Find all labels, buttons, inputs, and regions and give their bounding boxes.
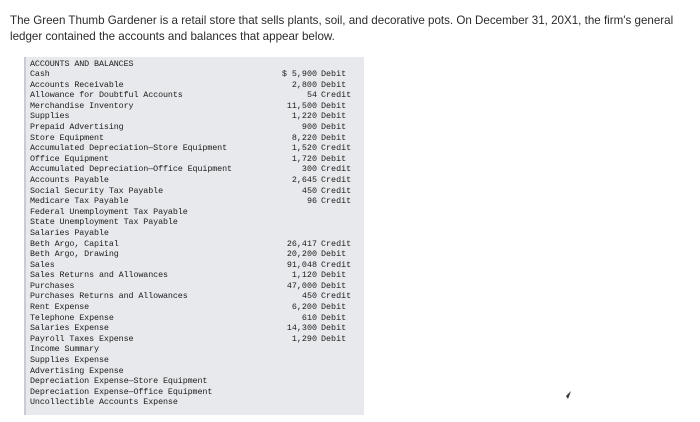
account-balance-side: Debit bbox=[321, 132, 347, 143]
account-balance-side: Debit bbox=[321, 153, 347, 164]
account-name: State Unemployment Tax Payable bbox=[30, 217, 178, 228]
table-row bbox=[26, 154, 364, 165]
account-amount: 47,000 bbox=[286, 280, 317, 291]
account-name: Federal Unemployment Tax Payable bbox=[30, 206, 188, 217]
table-row bbox=[26, 90, 364, 101]
table-row bbox=[26, 175, 364, 186]
account-name: Rent Expense bbox=[30, 302, 90, 313]
account-amount: 96 bbox=[306, 196, 317, 207]
account-balance-side: Debit bbox=[321, 333, 347, 344]
accounts-and-balances-table bbox=[24, 57, 364, 415]
table-row bbox=[26, 376, 364, 387]
account-amount: 54 bbox=[306, 90, 317, 101]
table-row bbox=[26, 281, 364, 292]
account-balance-side: Credit bbox=[321, 174, 352, 185]
table-row bbox=[26, 344, 364, 355]
account-rows bbox=[26, 69, 364, 408]
table-row bbox=[26, 334, 364, 345]
account-amount: 300 bbox=[301, 164, 317, 175]
account-balance-side: Credit bbox=[321, 291, 352, 302]
account-name: Social Security Tax Payable bbox=[30, 185, 163, 196]
table-row bbox=[26, 111, 364, 122]
table-row bbox=[26, 164, 364, 175]
account-amount: $ 5,900 bbox=[281, 69, 317, 79]
account-amount: 1,520 bbox=[291, 143, 317, 154]
table-row bbox=[26, 397, 364, 408]
account-amount: 8,220 bbox=[291, 132, 317, 143]
table-row bbox=[26, 387, 364, 398]
table-row bbox=[26, 313, 364, 324]
table-row bbox=[26, 207, 364, 218]
account-balance-side: Credit bbox=[321, 90, 352, 101]
table-row bbox=[26, 80, 364, 91]
mouse-cursor-icon bbox=[562, 390, 572, 400]
account-amount: 1,290 bbox=[291, 333, 317, 344]
table-row bbox=[26, 143, 364, 154]
account-amount: 1,220 bbox=[291, 111, 317, 122]
account-balance-side: Credit bbox=[321, 259, 352, 270]
account-amount: 450 bbox=[301, 185, 317, 196]
account-name: Salaries Expense bbox=[30, 323, 109, 334]
account-name: Sales Returns and Allowances bbox=[30, 270, 168, 281]
account-name: Advertising Expense bbox=[30, 365, 124, 376]
table-row bbox=[26, 355, 364, 366]
account-name: Payroll Taxes Expense bbox=[30, 333, 134, 344]
account-name: Cash bbox=[30, 69, 50, 79]
account-amount: 1,720 bbox=[291, 153, 317, 164]
account-balance-side: Credit bbox=[321, 143, 352, 154]
table-row bbox=[26, 186, 364, 197]
account-balance-side: Debit bbox=[321, 111, 347, 122]
account-amount: 26,417 bbox=[286, 238, 317, 249]
account-balance-side: Debit bbox=[321, 249, 347, 260]
account-name: Supplies bbox=[30, 111, 70, 122]
account-name: Telephone Expense bbox=[30, 312, 114, 323]
account-name: Merchandise Inventory bbox=[30, 100, 134, 111]
table-row bbox=[26, 133, 364, 144]
table-row bbox=[26, 122, 364, 133]
table-row bbox=[26, 260, 364, 271]
account-name: Salaries Payable bbox=[30, 227, 109, 238]
account-balance-side: Debit bbox=[321, 100, 347, 111]
account-name: Beth Argo, Drawing bbox=[30, 249, 119, 260]
account-name: Supplies Expense bbox=[30, 355, 109, 366]
account-name: Purchases Returns and Allowances bbox=[30, 291, 188, 302]
account-name: Income Summary bbox=[30, 344, 99, 355]
account-balance-side: Debit bbox=[321, 270, 347, 281]
account-balance-side: Debit bbox=[321, 280, 347, 291]
account-name: Office Equipment bbox=[30, 153, 109, 164]
account-balance-side: Debit bbox=[321, 69, 347, 79]
table-row bbox=[26, 69, 364, 80]
account-balance-side: Debit bbox=[321, 79, 347, 90]
account-balance-side: Credit bbox=[321, 196, 352, 207]
account-name: Accumulated Depreciation—Store Equipment bbox=[30, 143, 228, 154]
account-name: Store Equipment bbox=[30, 132, 104, 143]
table-row bbox=[26, 366, 364, 377]
account-name: Beth Argo, Capital bbox=[30, 238, 119, 249]
account-balance-side: Credit bbox=[321, 164, 352, 175]
account-name: Allowance for Doubtful Accounts bbox=[30, 90, 183, 101]
table-row bbox=[26, 270, 364, 281]
account-amount: 2,800 bbox=[291, 79, 317, 90]
account-name: Medicare Tax Payable bbox=[30, 196, 129, 207]
account-amount: 6,200 bbox=[291, 302, 317, 313]
table-row bbox=[26, 239, 364, 250]
account-amount: 20,200 bbox=[286, 249, 317, 260]
account-name: Depreciation Expense—Store Equipment bbox=[30, 376, 208, 387]
account-balance-side: Credit bbox=[321, 185, 352, 196]
account-name: Prepaid Advertising bbox=[30, 121, 124, 132]
table-row bbox=[26, 291, 364, 302]
table-row bbox=[26, 228, 364, 239]
account-name: Sales bbox=[30, 259, 55, 270]
account-amount: 91,048 bbox=[286, 259, 317, 270]
account-amount: 1,120 bbox=[291, 270, 317, 281]
account-amount: 900 bbox=[301, 121, 317, 132]
table-header: ACCOUNTS AND BALANCES bbox=[30, 59, 134, 69]
table-row bbox=[26, 302, 364, 313]
account-balance-side: Debit bbox=[321, 323, 347, 334]
table-row bbox=[26, 249, 364, 260]
account-name: Uncollectible Accounts Expense bbox=[30, 397, 178, 408]
problem-intro: The Green Thumb Gardener is a retail store that sells plants, soil, and decorative pots. On December 31, 20X1, the firm's general ledger contained the accounts and balances that appear below. bbox=[10, 14, 674, 43]
account-name: Purchases bbox=[30, 280, 75, 291]
account-amount: 2,645 bbox=[291, 174, 317, 185]
account-balance-side: Credit bbox=[321, 238, 352, 249]
account-balance-side: Debit bbox=[321, 121, 347, 132]
account-balance-side: Debit bbox=[321, 312, 347, 323]
table-row bbox=[26, 323, 364, 334]
account-balance-side: Debit bbox=[321, 302, 347, 313]
account-amount: 450 bbox=[301, 291, 317, 302]
table-row bbox=[26, 217, 364, 228]
account-amount: 11,500 bbox=[286, 100, 317, 111]
account-amount: 14,300 bbox=[286, 323, 317, 334]
table-row bbox=[26, 196, 364, 207]
account-name: Accounts Payable bbox=[30, 174, 109, 185]
account-name: Accumulated Depreciation—Office Equipment bbox=[30, 164, 232, 175]
account-name: Accounts Receivable bbox=[30, 79, 124, 90]
account-amount: 610 bbox=[301, 312, 317, 323]
table-row bbox=[26, 101, 364, 112]
account-name: Depreciation Expense—Office Equipment bbox=[30, 386, 213, 397]
